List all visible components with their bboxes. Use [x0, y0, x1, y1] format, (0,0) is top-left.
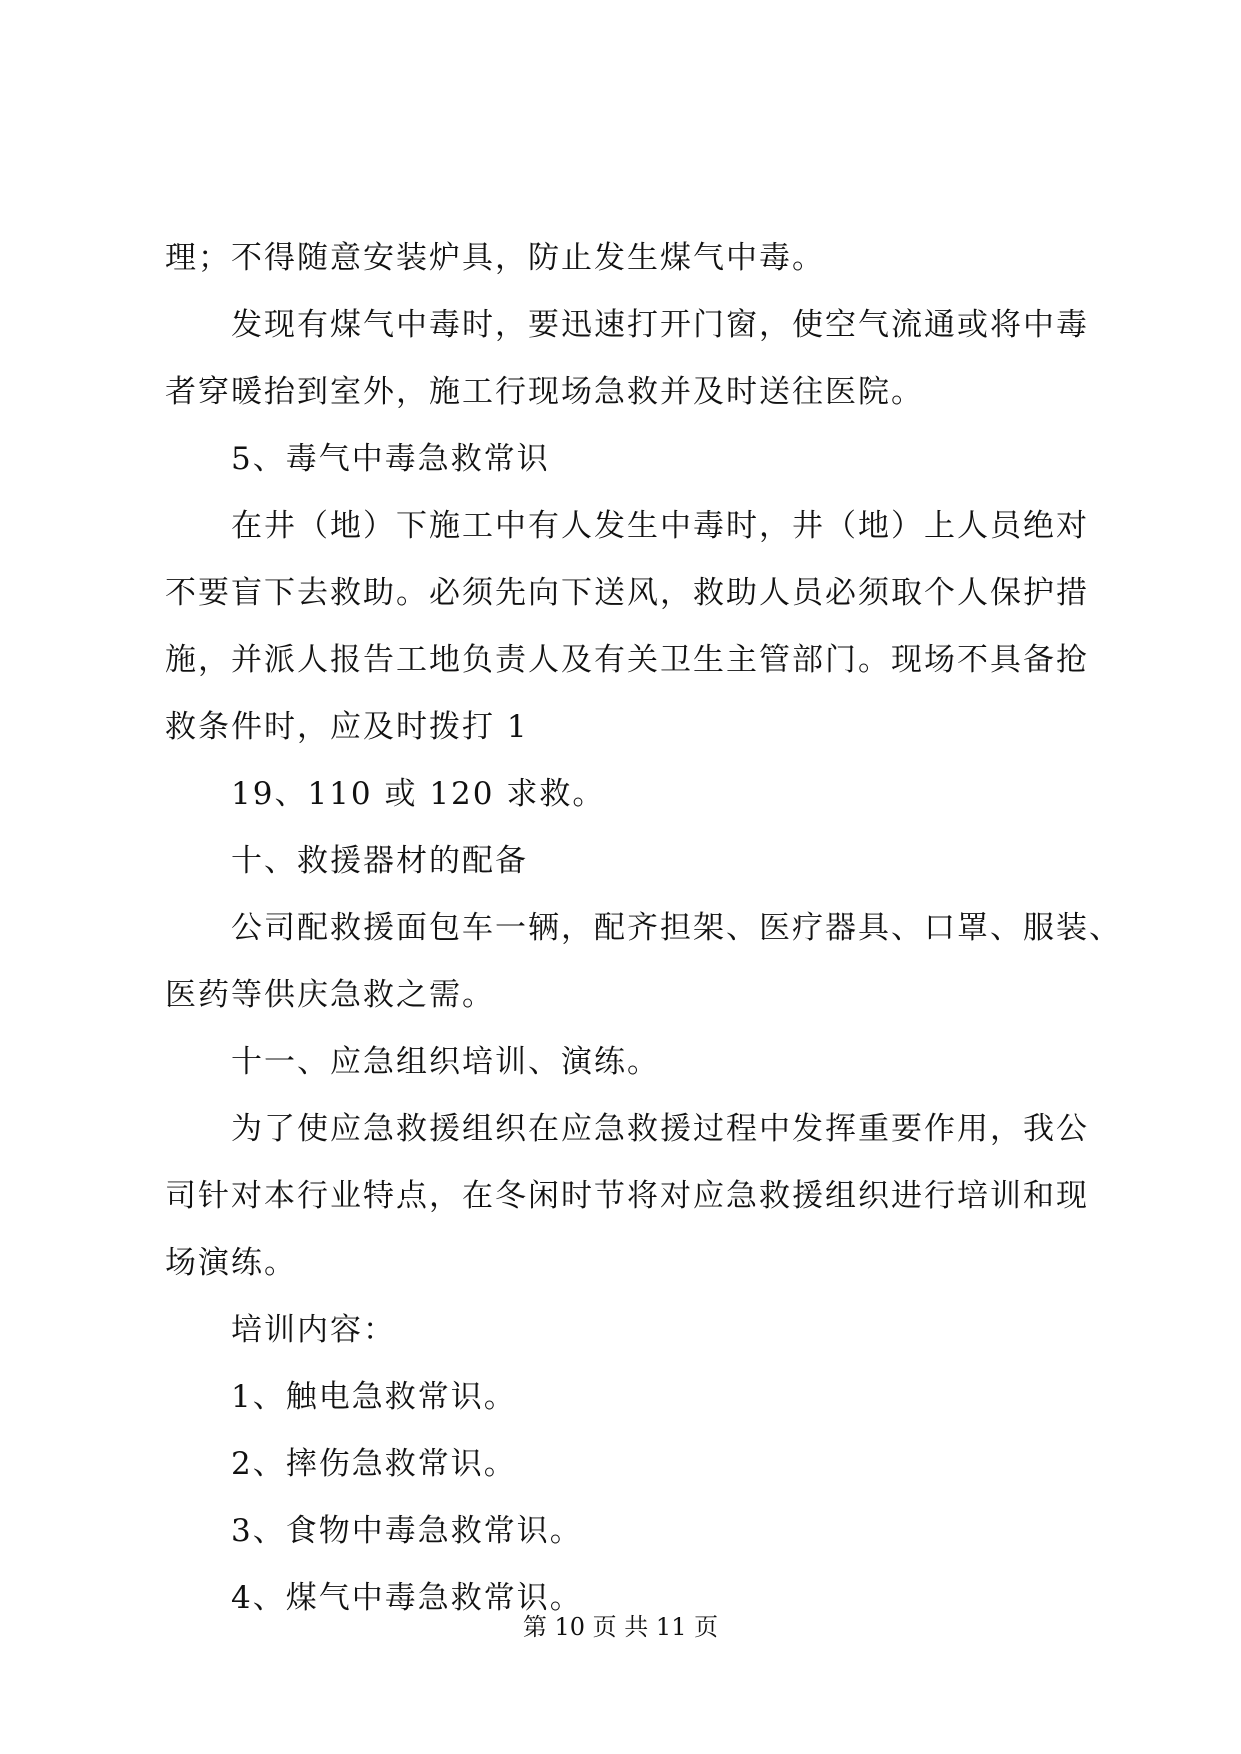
paragraph-line: 医药等供庆急救之需。: [165, 977, 495, 1013]
paragraph-line: 19、110 或 120 求救。: [231, 776, 606, 812]
list-item: 4、煤气中毒急救常识。: [231, 1580, 583, 1616]
paragraph-line: 者穿暖抬到室外，施工行现场急救并及时送往医院。: [165, 374, 924, 410]
paragraph-line: 救条件时，应及时拨打 1: [165, 709, 529, 745]
paragraph-line: 发现有煤气中毒时，要迅速打开门窗，使空气流通或将中毒: [231, 307, 1089, 343]
paragraph-line: 培训内容：: [231, 1312, 396, 1348]
list-item: 1、触电急救常识。: [231, 1379, 517, 1415]
paragraph-line: 施，并派人报告工地负责人及有关卫生主管部门。现场不具备抢: [165, 642, 1089, 678]
list-item: 3、食物中毒急救常识。: [231, 1513, 583, 1549]
list-item: 2、摔伤急救常识。: [231, 1446, 517, 1482]
section-heading: 5、毒气中毒急救常识: [231, 441, 550, 477]
paragraph-line: 不要盲下去救助。必须先向下送风，救助人员必须取个人保护措: [165, 575, 1089, 611]
paragraph-line: 理；不得随意安装炉具，防止发生煤气中毒。: [165, 240, 825, 276]
paragraph-line: 为了使应急救援组织在应急救援过程中发挥重要作用，我公: [231, 1111, 1089, 1147]
body-text: [165, 225, 1122, 1632]
paragraph-line: 在井（地）下施工中有人发生中毒时，井（地）上人员绝对: [231, 508, 1089, 544]
section-heading: 十一、应急组织培训、演练。: [231, 1044, 660, 1080]
paragraph-line: 场演练。: [165, 1245, 297, 1281]
paragraph-line: 司针对本行业特点，在冬闲时节将对应急救援组织进行培训和现: [165, 1178, 1089, 1214]
section-heading: 十、救援器材的配备: [231, 843, 528, 879]
paragraph-line: 公司配救援面包车一辆，配齐担架、医疗器具、口罩、服装、: [231, 910, 1122, 946]
page-number-footer: 第 10 页 共 11 页: [522, 1613, 719, 1641]
